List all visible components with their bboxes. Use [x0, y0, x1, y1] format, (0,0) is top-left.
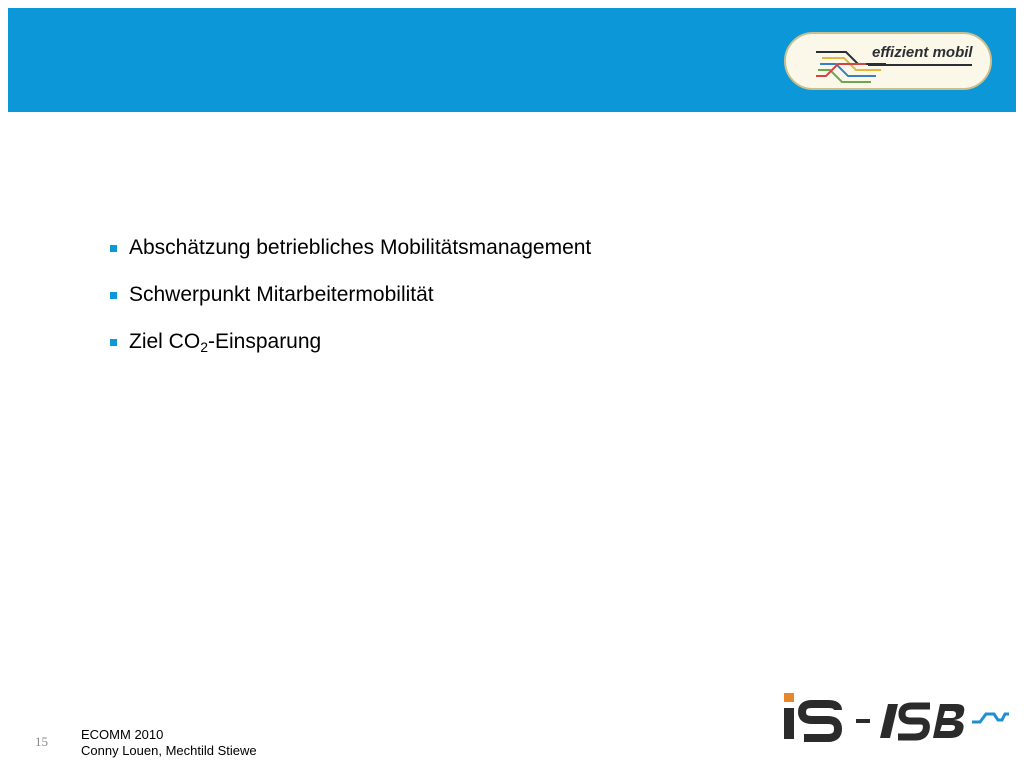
bullet-item: [108, 326, 591, 373]
is-isb-logo: [780, 690, 1010, 745]
bullet-text-after: -Einsparung: [207, 330, 322, 353]
effizient-mobil-logo: [784, 32, 992, 90]
logo-underline: [868, 64, 972, 66]
bullet-item: [108, 232, 591, 279]
logo-wordmark: effizient mobil: [872, 44, 973, 61]
footer-authors: Conny Louen, Mechtild Stiewe: [81, 743, 257, 758]
page-number: 15: [35, 734, 48, 749]
square-bullet-icon: [110, 339, 117, 346]
logo-lines-icon: [786, 34, 992, 90]
footer-event: ECOMM 2010: [81, 727, 164, 742]
square-bullet-icon: [110, 245, 117, 252]
bullet-text: Schwerpunkt Mitarbeitermobilität: [129, 283, 434, 306]
bullet-text-before: Ziel CO: [129, 330, 201, 353]
bullet-subscript: 2: [200, 339, 208, 355]
bullet-list: [108, 232, 591, 373]
square-bullet-icon: [110, 292, 117, 299]
bullet-text: Abschätzung betriebliches Mobilitätsmanagement: [129, 236, 592, 259]
bullet-item: [108, 279, 591, 326]
